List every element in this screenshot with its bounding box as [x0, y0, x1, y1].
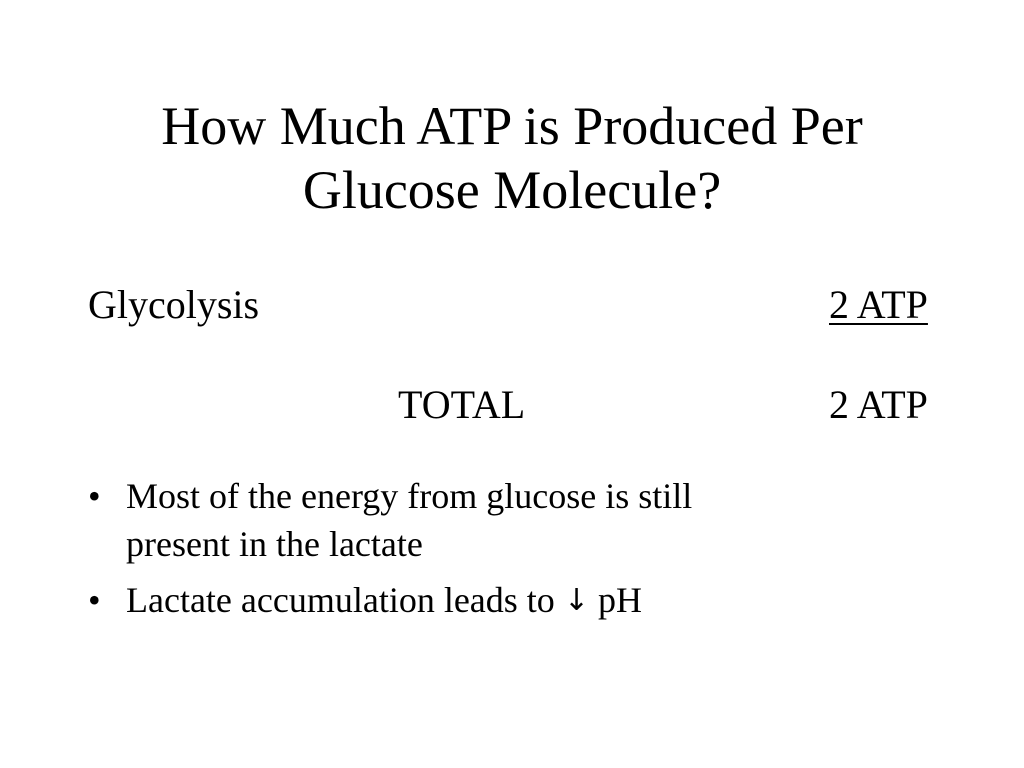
- title-line-2: Glucose Molecule?: [302, 160, 722, 220]
- title-line-1: How Much ATP is Produced Per: [161, 96, 863, 156]
- bullet-item-energy: [88, 472, 968, 568]
- glycolysis-atp-value: 2 ATP: [829, 282, 928, 327]
- total-label: TOTAL: [398, 382, 526, 427]
- bullet-line-2: present in the lactate: [126, 524, 423, 564]
- bullet-text-after: pH: [597, 580, 642, 620]
- bullet-marker: •: [88, 476, 101, 516]
- total-atp-value: 2 ATP: [829, 382, 928, 427]
- slide-title: [40, 94, 984, 222]
- down-arrow-icon: ↓: [563, 583, 589, 618]
- bullet-marker: •: [88, 580, 101, 620]
- bullet-list: [88, 472, 968, 633]
- glycolysis-label: Glycolysis: [88, 282, 260, 327]
- bullet-item-lactate: [88, 576, 968, 625]
- bullet-text-before: Lactate accumulation leads to: [126, 580, 555, 620]
- bullet-line-1: Most of the energy from glucose is still: [126, 476, 693, 516]
